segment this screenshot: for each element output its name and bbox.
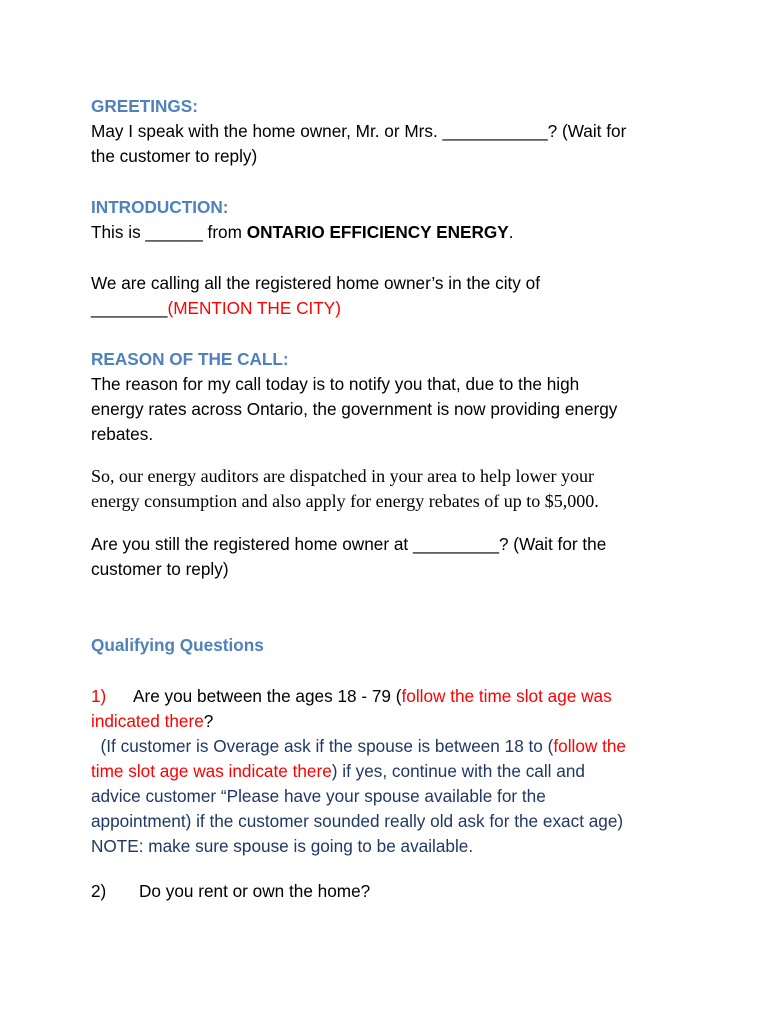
still-owner-line-2: customer to reply) xyxy=(91,559,229,579)
note-2-b: ) if yes, continue with the call and xyxy=(331,761,585,781)
company-name: ONTARIO EFFICIENCY ENERGY xyxy=(246,222,509,242)
reason-line-3: rebates. xyxy=(91,424,154,444)
calling-line-1: We are calling all the registered home owner’s in the city of xyxy=(91,273,541,293)
auditors-paragraph xyxy=(91,464,691,514)
question-1-note-line-1 xyxy=(91,734,691,759)
introduction-heading: INTRODUCTION: xyxy=(91,197,229,217)
auditors-line-1: So, our energy auditors are dispatched in your area to help lower your xyxy=(91,466,595,486)
question-2-text: Do you rent or own the home? xyxy=(139,881,371,901)
question-2-number: 2) xyxy=(91,881,107,901)
still-owner-paragraph xyxy=(91,532,691,582)
reason-line-1: The reason for my call today is to notify you that, due to the high xyxy=(91,374,580,394)
question-1-note-line-3: advice customer “Please have your spouse available for the xyxy=(91,786,546,806)
greetings-line-2: the customer to reply) xyxy=(91,146,258,166)
question-1-note-line-2 xyxy=(91,759,691,784)
question-2 xyxy=(91,879,691,904)
question-1 xyxy=(91,684,691,859)
question-1-line-2 xyxy=(91,709,691,734)
question-1-number: 1) xyxy=(91,686,107,706)
greetings-heading: GREETINGS: xyxy=(91,96,198,116)
question-1-line-1 xyxy=(91,684,691,709)
city-blank: ________ xyxy=(91,298,168,318)
question-1-text: Are you between the ages 18 - 79 ( xyxy=(133,686,402,706)
greetings-section xyxy=(91,94,691,169)
still-owner-line-1: Are you still the registered home owner at _________? (Wait for the xyxy=(91,534,607,554)
reason-section xyxy=(91,347,691,447)
question-1-red-b: indicated there xyxy=(91,711,204,731)
question-1-note-line-5: NOTE: make sure spouse is going to be available. xyxy=(91,836,474,856)
auditors-line-2: energy consumption and also apply for energy rebates of up to $5,000. xyxy=(91,491,599,511)
introduction-post: . xyxy=(508,222,514,242)
greetings-line-1: May I speak with the home owner, Mr. or Mrs. ___________? (Wait for xyxy=(91,121,627,141)
question-2-line xyxy=(91,879,691,904)
mention-city-note: (MENTION THE CITY) xyxy=(167,298,341,318)
question-1-end: ? xyxy=(203,711,214,731)
note-2-red: time slot age was indicate there xyxy=(91,761,332,781)
introduction-pre: This is ______ from xyxy=(91,222,247,242)
calling-paragraph xyxy=(91,271,691,321)
introduction-line xyxy=(91,220,691,245)
introduction-section xyxy=(91,195,691,245)
note-1-a: (If customer is Overage ask if the spouse is between 18 to ( xyxy=(91,736,554,756)
reason-heading: REASON OF THE CALL: xyxy=(91,349,289,369)
note-1-red: follow the xyxy=(553,736,626,756)
calling-line-2 xyxy=(91,296,691,321)
qualifying-heading: Qualifying Questions xyxy=(91,635,264,655)
qualifying-section xyxy=(91,633,691,658)
reason-line-2: energy rates across Ontario, the government is now providing energy xyxy=(91,399,618,419)
question-1-red-a: follow the time slot age was xyxy=(401,686,612,706)
question-1-note-line-4: appointment) if the customer sounded really old ask for the exact age) xyxy=(91,811,624,831)
